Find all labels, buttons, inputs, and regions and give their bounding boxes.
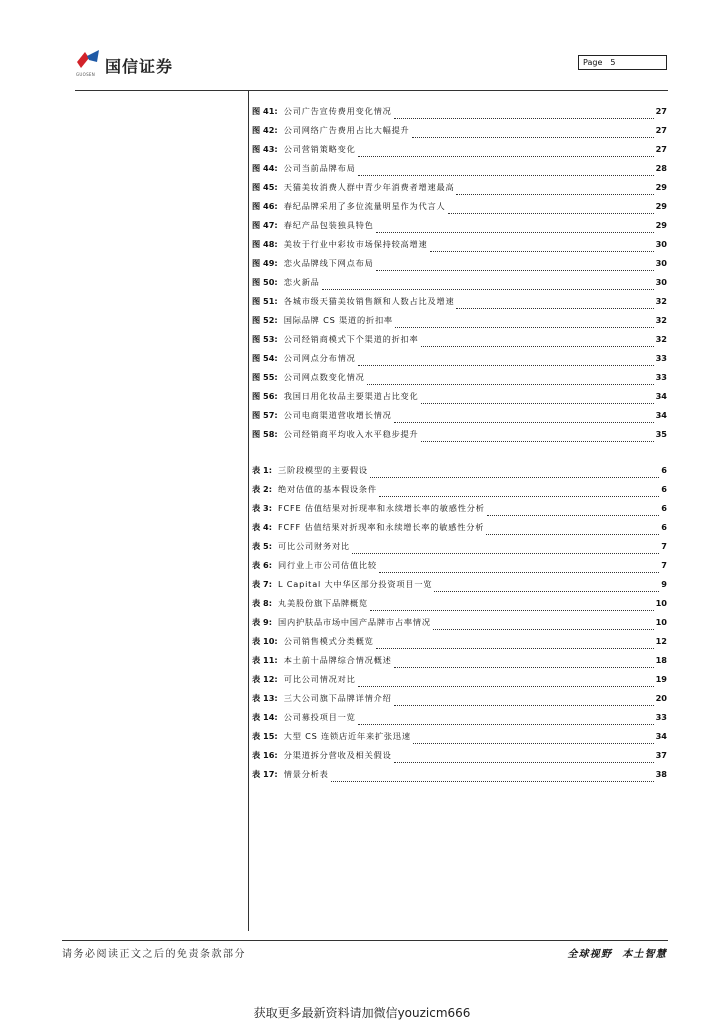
table-entry[interactable] <box>252 617 667 636</box>
footer-rule <box>62 940 668 941</box>
entry-title: 可比公司财务对比 <box>278 541 350 551</box>
logo-text: 国信证券 <box>105 57 174 76</box>
table-entry[interactable] <box>252 541 667 560</box>
leader-dots <box>421 397 654 404</box>
entry-page: 18 <box>655 655 667 665</box>
table-entry[interactable] <box>252 579 667 598</box>
entry-label: 图 57: <box>252 410 278 420</box>
leader-dots <box>487 509 660 516</box>
entry-label: 图 49: <box>252 258 278 268</box>
entry-title: 可比公司情况对比 <box>283 674 356 684</box>
entry-page: 9 <box>661 579 667 589</box>
entry-page: 34 <box>655 410 667 420</box>
entry-title: 我国日用化妆品主要渠道占比变化 <box>283 391 419 401</box>
leader-dots <box>394 756 654 763</box>
entry-page: 6 <box>661 522 667 532</box>
leader-dots <box>331 775 654 782</box>
entry-title: 绝对估值的基本假设条件 <box>278 484 377 494</box>
table-entry[interactable] <box>252 560 667 579</box>
entry-label: 图 47: <box>252 220 278 230</box>
entry-label: 图 52: <box>252 315 278 325</box>
leader-dots <box>322 283 654 290</box>
entry-page: 32 <box>655 315 667 325</box>
leader-dots <box>358 150 654 157</box>
table-entry[interactable] <box>252 636 667 655</box>
entry-page: 6 <box>661 503 667 513</box>
leader-dots <box>358 718 654 725</box>
entry-label: 图 58: <box>252 429 278 439</box>
entry-page: 30 <box>655 258 667 268</box>
entry-title: 丸美股份旗下品牌概览 <box>278 598 368 608</box>
figure-list <box>252 106 667 448</box>
page-number: 5 <box>610 58 616 67</box>
entry-label: 表 4: <box>252 522 273 532</box>
figure-entry[interactable] <box>252 106 667 125</box>
leader-dots <box>358 680 654 687</box>
leader-dots <box>379 490 659 497</box>
leader-dots <box>456 302 653 309</box>
table-entry[interactable] <box>252 503 667 522</box>
entry-page: 33 <box>655 353 667 363</box>
leader-dots <box>352 547 659 554</box>
table-entry[interactable] <box>252 484 667 503</box>
entry-title: 分渠道拆分营收及相关假设 <box>283 750 392 760</box>
figure-entry[interactable] <box>252 201 667 220</box>
entry-title: 本土前十品牌综合情况概述 <box>283 655 392 665</box>
entry-page: 30 <box>655 277 667 287</box>
figure-entry[interactable] <box>252 296 667 315</box>
leader-dots <box>370 471 659 478</box>
entry-page: 27 <box>655 144 667 154</box>
entry-label: 表 2: <box>252 484 273 494</box>
entry-title: 恋火新品 <box>283 277 320 287</box>
logo-subtext: GUOSEN <box>76 72 96 77</box>
entry-label: 表 15: <box>252 731 278 741</box>
entry-title: 公司网络广告费用占比大幅提升 <box>283 125 410 135</box>
entry-title: 公司广告宣传费用变化情况 <box>283 106 392 116</box>
entry-title: 国内护肤品市场中国产品牌市占率情况 <box>278 617 431 627</box>
slogan-left: 全球视野 <box>567 949 613 960</box>
logo-mark-icon <box>75 48 103 72</box>
entry-label: 表 11: <box>252 655 278 665</box>
entry-title: 公司网点分布情况 <box>283 353 356 363</box>
table-entry[interactable] <box>252 522 667 541</box>
leader-dots <box>448 207 654 214</box>
entry-label: 表 14: <box>252 712 278 722</box>
entry-label: 表 10: <box>252 636 278 646</box>
figure-entry[interactable] <box>252 277 667 296</box>
entry-page: 37 <box>655 750 667 760</box>
table-entry[interactable] <box>252 674 667 693</box>
entry-title: 各城市级天猫美妆销售额和人数占比及增速 <box>283 296 455 306</box>
leader-dots <box>413 737 654 744</box>
entry-label: 表 6: <box>252 560 273 570</box>
entry-title: 恋火品牌线下网点布局 <box>283 258 374 268</box>
leader-dots <box>394 416 654 423</box>
figure-entry[interactable] <box>252 391 667 410</box>
table-entry[interactable] <box>252 693 667 712</box>
table-list <box>252 465 667 788</box>
entry-page: 12 <box>655 636 667 646</box>
entry-title: 三大公司旗下品牌详情介绍 <box>283 693 392 703</box>
slogan-right: 本土智慧 <box>622 949 667 960</box>
figure-entry[interactable] <box>252 410 667 429</box>
table-entry[interactable] <box>252 769 667 788</box>
entry-page: 28 <box>655 163 667 173</box>
leader-dots <box>394 112 654 119</box>
entry-page: 20 <box>655 693 667 703</box>
figure-entry[interactable] <box>252 182 667 201</box>
leader-dots <box>376 642 654 649</box>
entry-title: 同行业上市公司估值比较 <box>278 560 377 570</box>
entry-title: 公司销售模式分类概览 <box>283 636 374 646</box>
leader-dots <box>358 359 654 366</box>
leader-dots <box>421 340 654 347</box>
leader-dots <box>434 585 659 592</box>
entry-label: 表 8: <box>252 598 273 608</box>
entry-title: 大型 CS 连锁店近年来扩张迅速 <box>283 731 411 741</box>
figure-entry[interactable] <box>252 239 667 258</box>
table-entry[interactable] <box>252 712 667 731</box>
entry-title: FCFE 估值结果对折现率和永续增长率的敏感性分析 <box>278 503 485 513</box>
footer-slogan <box>567 945 667 960</box>
entry-label: 图 42: <box>252 125 278 135</box>
entry-label: 表 1: <box>252 465 273 475</box>
entry-title: 美妆于行业中彩妆市场保持较高增速 <box>283 239 428 249</box>
leader-dots <box>394 661 654 668</box>
leader-dots <box>430 245 654 252</box>
entry-title: 春纪品牌采用了多位流量明星作为代言人 <box>283 201 446 211</box>
entry-title: 公司募投项目一览 <box>283 712 356 722</box>
leader-dots <box>367 378 654 385</box>
entry-title: FCFF 估值结果对折现率和永续增长率的敏感性分析 <box>278 522 485 532</box>
entry-page: 10 <box>655 598 667 608</box>
figure-entry[interactable] <box>252 372 667 391</box>
leader-dots <box>376 264 654 271</box>
figure-entry[interactable] <box>252 163 667 182</box>
page-header <box>0 0 724 100</box>
watermark-text: 获取更多最新资料请加微信youzicm666 <box>253 1006 471 1020</box>
entry-page: 29 <box>655 201 667 211</box>
entry-page: 32 <box>655 334 667 344</box>
header-rule <box>75 90 668 91</box>
table-entry[interactable] <box>252 598 667 617</box>
entry-label: 表 9: <box>252 617 273 627</box>
table-entry[interactable] <box>252 655 667 674</box>
figure-entry[interactable] <box>252 125 667 144</box>
entry-title: 国际品牌 CS 渠道的折扣率 <box>283 315 393 325</box>
leader-dots <box>370 604 654 611</box>
leader-dots <box>358 169 654 176</box>
leader-dots <box>456 188 653 195</box>
entry-label: 表 5: <box>252 541 273 551</box>
entry-page: 6 <box>661 465 667 475</box>
entry-title: 公司电商渠道营收增长情况 <box>283 410 392 420</box>
entry-title: 公司经销商平均收入水平稳步提升 <box>283 429 419 439</box>
entry-title: 公司网点数变化情况 <box>283 372 365 382</box>
figure-entry[interactable] <box>252 334 667 353</box>
entry-label: 图 45: <box>252 182 278 192</box>
entry-label: 图 54: <box>252 353 278 363</box>
entry-page: 33 <box>655 712 667 722</box>
figure-entry[interactable] <box>252 353 667 372</box>
entry-page: 32 <box>655 296 667 306</box>
entry-page: 34 <box>655 391 667 401</box>
entry-page: 34 <box>655 731 667 741</box>
figure-entry[interactable] <box>252 429 667 448</box>
entry-title: 情景分析表 <box>283 769 329 779</box>
entry-label: 表 7: <box>252 579 273 589</box>
entry-page: 27 <box>655 106 667 116</box>
table-entry[interactable] <box>252 731 667 750</box>
entry-page: 29 <box>655 220 667 230</box>
entry-page: 10 <box>655 617 667 627</box>
entry-label: 图 56: <box>252 391 278 401</box>
entry-label: 表 17: <box>252 769 278 779</box>
leader-dots <box>379 566 659 573</box>
entry-page: 35 <box>655 429 667 439</box>
entry-page: 27 <box>655 125 667 135</box>
entry-label: 表 13: <box>252 693 278 703</box>
entry-page: 7 <box>661 560 667 570</box>
entry-page: 33 <box>655 372 667 382</box>
entry-title: 春纪产品包装独具特色 <box>283 220 374 230</box>
entry-label: 图 51: <box>252 296 278 306</box>
leader-dots <box>376 226 654 233</box>
guosen-logo <box>75 48 195 80</box>
entry-title: L Capital 大中华区部分投资项目一览 <box>278 579 433 589</box>
entry-label: 图 43: <box>252 144 278 154</box>
entry-page: 6 <box>661 484 667 494</box>
entry-page: 29 <box>655 182 667 192</box>
entry-label: 表 16: <box>252 750 278 760</box>
figure-entry[interactable] <box>252 144 667 163</box>
column-divider <box>248 91 249 931</box>
entry-title: 公司经销商模式下个渠道的折扣率 <box>283 334 419 344</box>
entry-page: 30 <box>655 239 667 249</box>
entry-label: 图 44: <box>252 163 278 173</box>
leader-dots <box>421 435 654 442</box>
entry-label: 表 3: <box>252 503 273 513</box>
leader-dots <box>412 131 654 138</box>
entry-label: 图 53: <box>252 334 278 344</box>
entry-label: 图 55: <box>252 372 278 382</box>
entry-label: 图 46: <box>252 201 278 211</box>
entry-title: 三阶段模型的主要假设 <box>278 465 368 475</box>
leader-dots <box>395 321 654 328</box>
figure-entry[interactable] <box>252 220 667 239</box>
leader-dots <box>486 528 659 535</box>
figure-entry[interactable] <box>252 258 667 277</box>
entry-title: 天猫美妆消费人群中青少年消费者增速最高 <box>283 182 455 192</box>
entry-label: 图 48: <box>252 239 278 249</box>
entry-page: 38 <box>655 769 667 779</box>
entry-title: 公司当前品牌布局 <box>283 163 356 173</box>
table-entry[interactable] <box>252 465 667 484</box>
entry-page: 19 <box>655 674 667 684</box>
entry-label: 表 12: <box>252 674 278 684</box>
leader-dots <box>394 699 654 706</box>
entry-label: 图 41: <box>252 106 278 116</box>
entry-title: 公司营销策略变化 <box>283 144 356 154</box>
page-indicator <box>578 55 667 70</box>
entry-page: 7 <box>661 541 667 551</box>
leader-dots <box>433 623 654 630</box>
page-label: Page <box>583 58 603 67</box>
table-entry[interactable] <box>252 750 667 769</box>
entry-label: 图 50: <box>252 277 278 287</box>
figure-entry[interactable] <box>252 315 667 334</box>
footer-disclaimer: 请务必阅读正文之后的免责条款部分 <box>62 949 246 960</box>
